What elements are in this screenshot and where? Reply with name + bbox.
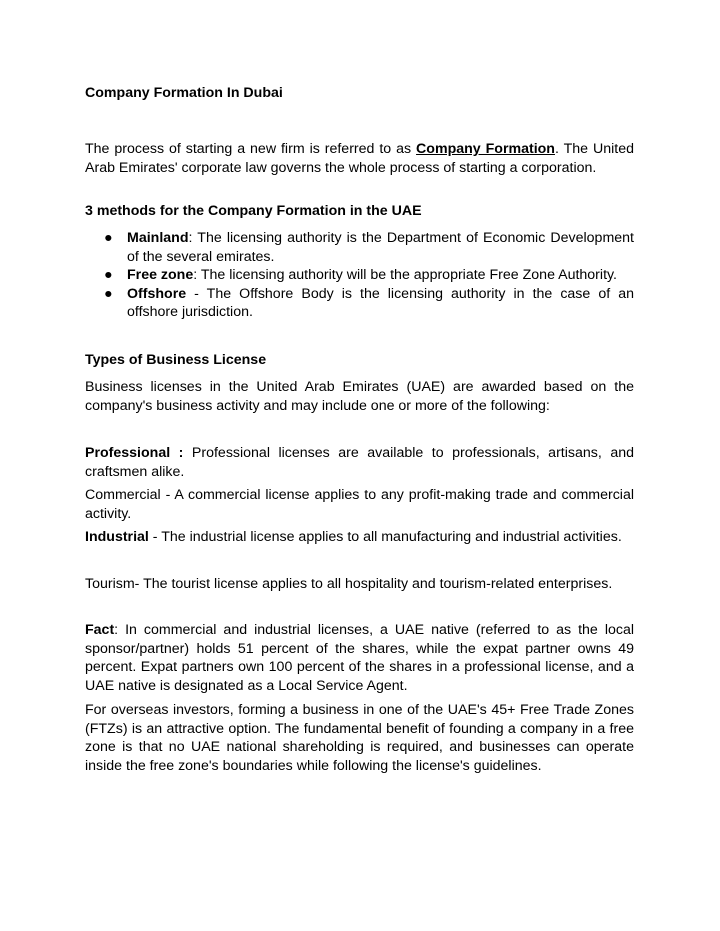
list-item-offshore [85,285,634,322]
industrial-term: Industrial [85,529,149,545]
commercial-license-paragraph: Commercial - A commercial license applies to any profit-making trade and commercial activity. [85,487,634,522]
bullet-icon: ● [104,285,113,302]
license-types-heading: Types of Business License [85,352,267,368]
fact-text: : In commercial and industrial licenses, a UAE native (referred to as the local sponsor/partner) holds 51 percent of the shares, while the expat partner owns 49 percent. Expat partners own 100 percent of the shares in a professional license, and a UAE native is designated as a Local Service Agent. [85,622,634,694]
fact-paragraph [85,621,634,695]
list-item-text: - The Offshore Body is the licensing authority in the case of an offshore jurisdiction. [127,285,634,321]
professional-text: Professional licenses are available to professionals, artisans, and craftsmen alike. [85,445,634,480]
document-title: Company Formation In Dubai [85,85,283,101]
methods-list [85,229,634,322]
list-item-text: : The licensing authority is the Department of Economic Development of the several emirates. [127,230,634,265]
intro-paragraph [85,140,634,177]
list-item-term: Mainland [127,230,189,246]
methods-heading: 3 methods for the Company Formation in the UAE [85,203,422,219]
fact-term: Fact [85,622,115,638]
bullet-icon: ● [104,230,113,246]
free-zone-paragraph: For overseas investors, forming a business in one of the UAE's 45+ Free Trade Zones (FTZs) is an attractive option. The fundamental benefit of founding a company in a free zone is that no UAE national shareholding is required, and businesses can operate inside the free zone's boundaries while following the license's guidelines. [85,702,634,774]
list-item-mainland [85,229,634,266]
tourism-license-paragraph: Tourism- The tourist license applies to all hospitality and tourism-related enterprises. [85,576,613,592]
company-formation-link[interactable]: Company Formation [416,141,555,157]
list-item-term: Offshore [127,285,187,302]
list-item-term: Free zone [127,267,194,284]
list-item-text: : The licensing authority will be the appropriate Free Zone Authority. [193,267,617,284]
intro-text-after: . The United Arab Emirates' corporate law governs the whole process of starting a corporation. [85,141,634,176]
intro-text-before: The process of starting a new firm is referred to as [85,141,417,157]
list-item-free-zone [85,266,634,285]
industrial-text: - The industrial license applies to all manufacturing and industrial activities. [148,529,622,545]
license-types-intro: Business licenses in the United Arab Emirates (UAE) are awarded based on the company's business activity and may include one or more of the following: [85,379,634,414]
industrial-license-paragraph [85,528,634,547]
bullet-icon: ● [104,267,113,284]
professional-license-paragraph [85,444,634,481]
professional-term: Professional : [85,445,184,461]
